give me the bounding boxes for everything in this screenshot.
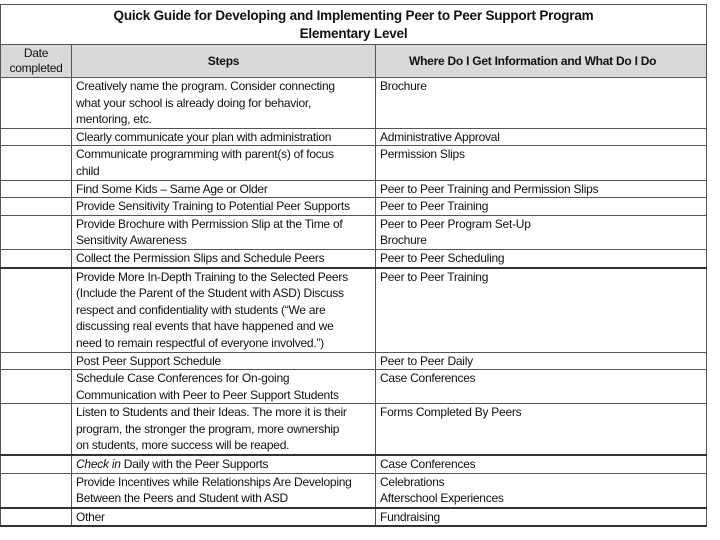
step-emphasis: Check in [76, 457, 121, 472]
step-text: program, the stronger the program, more ownership [76, 421, 340, 436]
step-text-line [76, 353, 371, 370]
table-row [1, 78, 707, 129]
date-completed-cell[interactable] [1, 404, 72, 455]
table-row [1, 180, 707, 198]
step-cell [72, 198, 376, 216]
step-cell [72, 180, 376, 198]
step-text-line [76, 285, 371, 302]
step-text-line [76, 129, 371, 146]
step-text-line [76, 421, 371, 438]
info-text: Case Conferences [380, 371, 476, 386]
step-text-line [76, 111, 371, 128]
step-text: respect and confidentiality with students (“We are [76, 302, 326, 317]
step-text: Clearly communicate your plan with administration [76, 129, 332, 144]
info-text: Peer to Peer Training and Permission Slips [380, 181, 599, 196]
date-completed-cell[interactable] [1, 180, 72, 198]
step-cell [72, 370, 376, 404]
step-cell [72, 249, 376, 267]
step-text-line [76, 269, 371, 286]
table-row [1, 146, 707, 180]
step-text: Daily with the Peer Supports [120, 457, 269, 472]
table-row [1, 473, 707, 508]
step-text: Find Some Kids – Same Age or Older [76, 181, 268, 196]
step-text: need to remain respectful of everyone involved.”) [76, 335, 324, 350]
table-row [1, 268, 707, 352]
info-text: Fundraising [380, 509, 440, 524]
table-row [1, 249, 707, 267]
info-cell [376, 249, 707, 267]
step-text-line [76, 302, 371, 319]
step-text-line [76, 509, 371, 526]
info-cell [376, 268, 707, 352]
step-text-line [76, 456, 371, 473]
info-text: Brochure [380, 233, 427, 248]
step-text: Sensitivity Awareness [76, 233, 187, 248]
step-text: Schedule Case Conferences for On-going [76, 371, 290, 386]
step-text-line [76, 250, 371, 267]
step-cell [72, 473, 376, 508]
step-text-line [76, 490, 371, 507]
step-text-line [76, 146, 371, 163]
step-text: Communication with Peer to Peer Support Students [76, 387, 339, 402]
info-cell [376, 352, 707, 370]
date-completed-cell[interactable] [1, 370, 72, 404]
date-completed-cell[interactable] [1, 352, 72, 370]
step-text: Creatively name the program. Consider connecting [76, 79, 335, 93]
table-row [1, 352, 707, 370]
table-row [1, 198, 707, 216]
step-cell [72, 352, 376, 370]
date-completed-cell[interactable] [1, 215, 72, 249]
step-text-line [76, 370, 371, 387]
step-text-line [76, 437, 371, 454]
step-text-line [76, 232, 371, 249]
info-text: Afterschool Experiences [380, 491, 504, 506]
table-row [1, 508, 707, 527]
step-text: Communicate programming with parent(s) of focus [76, 147, 334, 162]
step-text: on students, more success will be reaped. [76, 438, 290, 453]
date-completed-cell[interactable] [1, 508, 72, 527]
step-cell [72, 128, 376, 146]
step-text: child [76, 163, 100, 178]
date-completed-cell[interactable] [1, 198, 72, 216]
date-completed-cell[interactable] [1, 473, 72, 508]
date-completed-cell[interactable] [1, 455, 72, 473]
info-text: Administrative Approval [380, 129, 500, 144]
date-completed-cell[interactable] [1, 78, 72, 129]
date-completed-cell[interactable] [1, 249, 72, 267]
step-text: Provide Brochure with Permission Slip at the Time of [76, 216, 343, 231]
info-cell [376, 128, 707, 146]
info-cell [376, 370, 707, 404]
step-text-line [76, 95, 371, 112]
info-text: Forms Completed By Peers [380, 405, 522, 420]
date-completed-cell[interactable] [1, 128, 72, 146]
info-cell [376, 455, 707, 473]
info-text: Case Conferences [380, 457, 476, 472]
step-text: Provide Sensitivity Training to Potential Peer Supports [76, 199, 350, 214]
step-text: Collect the Permission Slips and Schedule Peers [76, 250, 325, 265]
info-text: Peer to Peer Daily [380, 353, 473, 368]
step-text-line [76, 198, 371, 215]
step-text: Post Peer Support Schedule [76, 353, 221, 368]
info-text: Celebrations [380, 474, 445, 489]
step-text-line [76, 78, 371, 95]
step-cell [72, 146, 376, 180]
date-completed-cell[interactable] [1, 146, 72, 180]
info-text: Brochure [380, 79, 427, 93]
step-text: mentoring, etc. [76, 112, 152, 127]
step-cell [72, 508, 376, 527]
info-text: Peer to Peer Training [380, 199, 489, 214]
step-text-line [76, 163, 371, 180]
table-row [1, 455, 707, 473]
info-cell [376, 508, 707, 527]
step-text-line [76, 335, 371, 352]
info-cell [376, 198, 707, 216]
step-cell [72, 215, 376, 249]
step-cell [72, 78, 376, 129]
step-text: Provide Incentives while Relationships Are Developing [76, 474, 352, 489]
peer-support-guide-table [0, 4, 707, 527]
document-subtitle: Elementary Level [299, 26, 408, 41]
step-text-line [76, 216, 371, 233]
step-text-line [76, 318, 371, 335]
table-row [1, 215, 707, 249]
info-text: Peer to Peer Scheduling [380, 250, 505, 265]
step-text: discussing real events that have happened and we [76, 319, 334, 334]
step-text: Provide More In-Depth Training to the Selected Peers [76, 269, 348, 284]
date-completed-header: Date completed [1, 45, 72, 78]
info-cell [376, 180, 707, 198]
step-text-line [76, 404, 371, 421]
info-cell [376, 215, 707, 249]
step-text: Other [76, 509, 105, 524]
table-row [1, 370, 707, 404]
info-cell [376, 146, 707, 180]
document-title: Quick Guide for Developing and Implementing Peer to Peer Support Program [113, 8, 594, 23]
date-completed-cell[interactable] [1, 268, 72, 352]
info-text: Peer to Peer Training [380, 269, 489, 284]
step-text: Listen to Students and their Ideas. The more it is their [76, 405, 347, 420]
step-text-line [76, 474, 371, 491]
info-cell [376, 78, 707, 129]
step-text: Between the Peers and Student with ASD [76, 491, 288, 506]
steps-header: Steps [72, 45, 376, 78]
info-text: Peer to Peer Program Set-Up [380, 216, 531, 231]
info-text: Permission Slips [380, 147, 465, 162]
step-text: what your school is already doing for behavior, [76, 95, 312, 110]
info-cell [376, 404, 707, 455]
step-cell [72, 404, 376, 455]
table-body [1, 78, 707, 527]
step-text-line [76, 387, 371, 404]
step-cell [72, 268, 376, 352]
where-header: Where Do I Get Information and What Do I Do [376, 45, 707, 78]
step-text: (Include the Parent of the Student with ASD) Discuss [76, 286, 344, 301]
table-row [1, 128, 707, 146]
step-text-line [76, 181, 371, 198]
table-row [1, 404, 707, 455]
table-title-cell [1, 5, 707, 45]
info-cell [376, 473, 707, 508]
step-cell [72, 455, 376, 473]
